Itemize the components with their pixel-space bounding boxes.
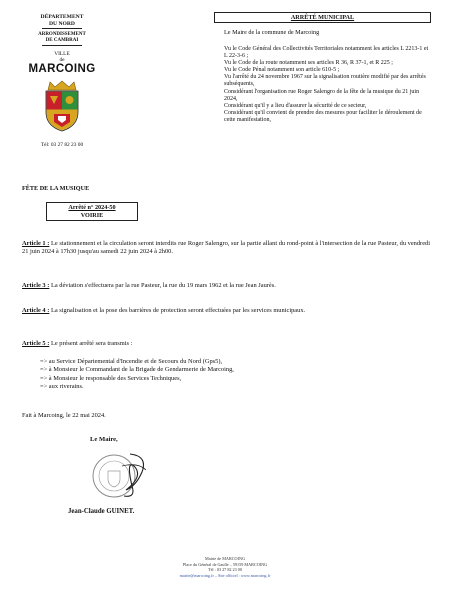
article-1 [22, 240, 430, 257]
decree-number-box [46, 202, 138, 221]
article-text: La signalisation et la pose des barrières de protection seront effectuées par les services municipaux. [50, 307, 306, 314]
town-name: MARCOING [28, 63, 96, 76]
signer-name: Jean-Claude GUINET. [68, 508, 135, 515]
place-date: Fait à Marcoing, le 22 mai 2024. [22, 412, 106, 419]
consideration-item: Vu le Code Pénal notamment son article 610-5 ; [224, 67, 340, 74]
article-label: Article 3 : [22, 282, 50, 289]
list-item: => aux riverains. [40, 383, 84, 391]
official-stamp-icon [86, 446, 156, 502]
footer [0, 556, 450, 578]
consideration-item: Considérant qu'il y a lieu d'assurer la sécurité de ce secteur, [224, 102, 367, 109]
department-line-2: DU NORD [49, 20, 75, 27]
list-item: => à Monsieur le responsable des Services Techniques, [40, 374, 182, 382]
consideration-item: Vu le Code Général des Collectivités Territoriales notamment les articles L 2213-1 et L 22-3-6 ; [224, 46, 429, 60]
event-title: FÊTE DE LA MUSIQUE [22, 185, 90, 192]
decree-number: Arrêté n° 2024-50 [68, 204, 116, 211]
considerations-block [224, 46, 432, 124]
article-label: Article 1 : [22, 240, 50, 247]
divider [42, 45, 82, 46]
article-text: Le stationnement et la circulation seront interdits rue Roger Salengro, sur la partie allant du rond-point à l'intersection de la rue Pasteur, du vendredi 21 juin 2024 à 17h30 jusqu'au samedi 22 juin 2024 à 2h00. [22, 240, 430, 256]
signer-title: Le Maire, [90, 436, 118, 443]
article-label: Article 5 : [22, 340, 50, 347]
footer-contact-link[interactable]: mairie@marcoing.fr – Site officiel : www.marcoing.fr [179, 572, 271, 578]
recipients-list [40, 358, 234, 392]
letterhead [22, 14, 102, 148]
decree-category: VOIRIE [80, 211, 104, 219]
mayor-line: Le Maire de la commune de Marcoing [224, 29, 320, 36]
ville-label-2: de [59, 57, 65, 64]
ville-label-1: VILLE [54, 51, 70, 58]
footer-line: Mairie de MARCOING [204, 556, 245, 561]
department-line-1: DÉPARTEMENT [40, 14, 84, 20]
consideration-item: Considérant qu'il convient de prendre des mesures pour faciliter le déroulement de cette manifestation, [224, 109, 422, 123]
phone-number: Tél: 03 27 82 23 00 [40, 142, 84, 149]
divider [42, 28, 82, 29]
arrondissement-line-2: DE CAMBRAI [45, 38, 79, 44]
decree-type-title: ARRÊTÉ MUNICIPAL [214, 12, 431, 23]
footer-line: Tél : 03 27 82 23 00 [208, 567, 242, 573]
list-item: => au Service Départemental d'Incendie et de Secours du Nord (Gps5), [40, 358, 223, 365]
footer-line: Place du Général de Gaulle – 59159 MARCOING [182, 561, 268, 567]
article-text: La déviation s'effectuera par la rue Pasteur, la rue du 19 mars 1962 et la rue Jean Jaurès. [50, 282, 276, 289]
consideration-item: Vu l'arrêté du 24 novembre 1967 sur la signalisation routière modifié par des arrêtés subséquents, [224, 74, 426, 88]
article-5 [22, 340, 430, 348]
arrondissement-line-1: ARRONDISSEMENT [38, 32, 86, 38]
article-label: Article 4 : [22, 307, 50, 314]
list-item: => à Monsieur le Commandant de la Brigade de Gendarmerie de Marcoing, [40, 366, 234, 374]
coat-of-arms-icon [40, 80, 84, 132]
consideration-item: Vu le Code de la route notamment ses articles R 36, R 37-1, et R 225 ; [224, 60, 393, 67]
consideration-item: Considérant l'organisation rue Roger Salengro de la fête de la musique du 21 juin 2024, [224, 88, 420, 102]
article-text: Le présent arrêté sera transmis : [50, 340, 133, 347]
article-3 [22, 282, 430, 290]
article-4 [22, 307, 430, 315]
